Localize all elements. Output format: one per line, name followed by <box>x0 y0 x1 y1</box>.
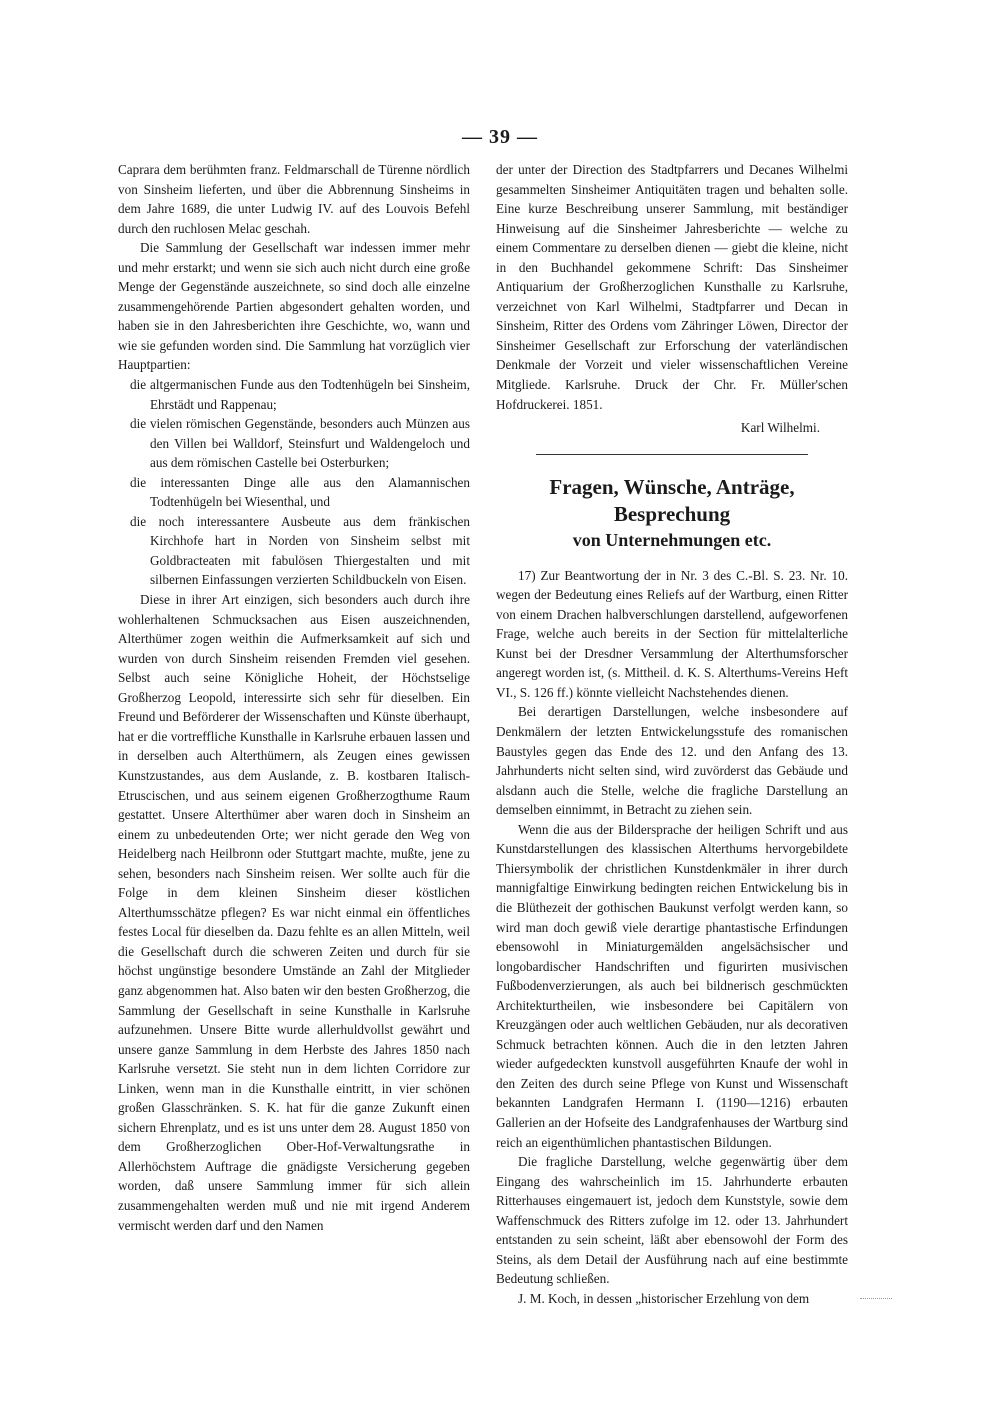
section-divider <box>536 454 808 455</box>
paragraph: Die Sammlung der Gesellschaft war indessen immer mehr und mehr erstarkt; und wenn sie sich auch nicht durch eine große Menge der Gegenstände auszeichnete, so sind doch alle einzelne zusammengehörende Partien abgesondert gehalten worden, und haben sie in den Jahresberichten ihre Geschichte, wo, wann und wie sie gefunden worden sind. Die Sammlung hat vorzüglich vier Hauptpartien: <box>118 240 470 373</box>
collection-list <box>118 375 470 590</box>
paragraph: Die fragliche Darstellung, welche gegenwärtig über dem Eingang des wahrscheinlich im 15. Jahrhunderte erbauten Ritterhauses eingemauert ist, jedoch dem Kunststyle, sowie dem Waffenschmuck des Ritters zufolge im 12. oder 13. Jahrhundert entstanden zu sein scheint, läßt aber ebensowohl der Form des Steins, als dem Detail der Ausführung nach auf eine bestimmte Bedeutung schließen. <box>496 1154 848 1287</box>
section-subheading: von Unternehmungen etc. <box>572 529 772 550</box>
print-mark <box>860 1298 892 1299</box>
list-item: die vielen römischen Gegenstände, besonders auch Münzen aus den Villen bei Walldorf, Steinsfurt und Waldengeloch und aus dem römischen Castelle bei Osterburken; <box>130 416 470 471</box>
paragraph: J. M. Koch, in dessen „historischer Erzehlung von dem <box>518 1290 810 1306</box>
paragraph: Wenn die aus der Bildersprache der heiligen Schrift und aus Kunstdarstellungen des klassischen Alterthums hervorgebildete Thiersymbolik der christlichen Kunstdenkmäler in ihrer durch mannigfaltige Einwirkung bedingten reichen Entwickelung bis in die Blüthezeit der gothischen Baukunst verfolgt werden kann, so wird man doch gewiß viele derartige phantastische Erfindungen ebensowohl in Miniaturgemälden angelsächsischer und longobardischer Handschriften und figurirten musivischen Fußbodenverzierungen, als auch bei bildnerisch geschmückten Architekturtheilen, wie insbesondere bei Capitälern von Kreuzgängen oder auch weltlichen Gebäuden, nur als decorativen Schmuck betrachten können. Auch die in den letzten Jahren wieder aufgedeckten kunstvoll ausgeführten Knaufe der wohl in den Zeiten des durch seine Pflege von Kunst und Wissenschaft bekannten Landgrafen Hermann I. (1190—1216) erbauten Gallerien an der Hofseite des Landgrafenhauses der Wartburg sind reich an eigenthümlichen phantastischen Bildungen. <box>496 821 848 1150</box>
paragraph: der unter der Direction des Stadtpfarrers und Decanes Wilhelmi gesammelten Sinsheimer Antiquitäten tragen und behalten solle. Eine kurze Beschreibung unserer Sammlung, mit beständiger Hinweisung auf die Sinsheimer Jahresberichte — welche zu einem Commentare zu derselben dienen — giebt die kleine, nicht in den Buchhandel gekommene Schrift: Das Sinsheimer Antiquarium der Großherzoglichen Kunsthalle zu Karlsruhe, verzeichnet von Karl Wilhelmi, Stadtpfarrer und Decan in Sinsheim, Ritter des Ordens vom Zähringer Löwen, Director der Sinsheimer Gesellschaft zur Erforschung der vaterländischen Denkmale der Vorzeit und vieler wissenschaftlichen Vereine Mitgliede. Karlsruhe. Druck der Chr. Fr. Müller'schen Hofdruckerei. 1851. <box>496 162 848 412</box>
paragraph: Caprara dem berühmten franz. Feldmarschall de Türenne nördlich von Sinsheim lieferten, und über die Abbrennung Sinsheims in dem Jahre 1689, die unter Ludwig IV. auf des Louvois Befehl durch den ruchlosen Melac geschah. <box>118 162 470 236</box>
list-item: die altgermanischen Funde aus den Todtenhügeln bei Sinsheim, Ehrstädt und Rappenau; <box>130 377 470 412</box>
signature: Karl Wilhelmi. <box>740 420 820 436</box>
list-item: die interessanten Dinge alle aus den Alamannischen Todtenhügeln bei Wiesenthal, und <box>130 474 470 510</box>
right-column <box>496 160 848 1308</box>
left-column <box>118 160 470 1235</box>
paragraph: 17) Zur Beantwortung der in Nr. 3 des C.-Bl. S. 23. Nr. 10. wegen der Bedeutung eines Reliefs auf der Wartburg, einen Ritter von einem Drachen halbverschlungen darstellend, aufgeworfenen Frage, welche auch bereits in der Section für mittelalterliche Kunst bei der Dresdner Versammlung der Alterthumsforscher angeregt worden ist, (s. Mittheil. d. K. S. Alterthums-Vereins Heft VI., S. 126 ff.) könnte vielleicht Nachstehendes dienen. <box>496 567 848 700</box>
section-heading: Fragen, Wünsche, Anträge, Besprechung <box>549 474 795 526</box>
page-number: — 39 — <box>462 126 538 148</box>
list-item: die noch interessantere Ausbeute aus dem fränkischen Kirchhofe hart in Norden von Sinsheim selbst mit Goldbracteaten mit fabulösen Thiergestalten und mit silbernen Einfassungen verzierten Schildbuckeln von Eisen. <box>130 513 470 588</box>
paragraph: Diese in ihrer Art einzigen, sich besonders auch durch ihre wohlerhaltenen Schmucksachen aus Eisen auszeichnenden, Alterthümer zogen weithin die Aufmerksamkeit auf sich und wurden von durch Sinsheim reisenden Fremden viel gesehen. Selbst auch seine Königliche Hoheit, der Höchstselige Großherzog Leopold, interessirte sich sehr für dieselben. Ein Freund und Beförderer der Wissenschaften und Künste überhaupt, hat er die vortreffliche Kunsthalle in Karlsruhe erbauen lassen und in derselben auch Alterthümern, als Zeugen eines gewissen Kunstzustandes, aus dem Auslande, z. B. kostbaren Italisch-Etruscischen, und aus seinem eigenen Großherzogthume Raum gestattet. Unsere Alterthümer aber waren doch in Sinsheim an einem zu unbedeutenden Orte; wer nicht gerade den Weg von Heidelberg nach Heilbronn oder Stuttgart machte, mußte, jene zu sehen, besonders nach Sinsheim reisen. Wer sollte auch für die Folge in dem kleinen Sinsheim dieser köstlichen Alterthumsschätze pflegen? Es war nicht einmal ein öffentliches festes Local für dieselben da. Dazu fehlte es an allen Mitteln, weil die Gesellschaft durch die schweren Zeiten und durch für sie höchst ungünstige besondere Umstände an Zahl der Mitglieder ganz abgenommen hat. Also baten wir den besten Großherzog, die Sammlung der Gesellschaft in seine Kunsthalle in Karlsruhe aufzunehmen. Unsere Bitte wurde allerhuldvollst gewährt und unsere ganze Sammlung in dem Herbste des Jahres 1850 nach Karlsruhe versetzt. Sie steht nun in dem lichten Corridore zur Linken, wenn man in die Kunsthalle eintritt, in vier schönen großen Glasschränken. S. K. hat für die ganze Zukunft einen sichern Ehrenplatz, und es ist uns unter dem 28. August 1850 von dem Großherzoglichen Ober-Hof-Verwaltungsrathe in Allerhöchstem Auftrage die gnädigste Versicherung gegeben worden, daß unsere Sammlung immer für sich allein zusammengehalten werden muß und nie mit irgend Anderem vermischt werden darf und den Namen <box>118 592 470 1233</box>
paragraph: Bei derartigen Darstellungen, welche insbesondere auf Denkmälern der letzten Entwickelungsstufe des romanischen Baustyles gegen das Ende des 12. und den Anfang des 13. Jahrhunderts nicht selten sind, wird zuvörderst das Gebäude und alsdann auch die Stelle, welche die fragliche Darstellung an demselben einnimmt, in Betracht zu ziehen sein. <box>496 704 848 818</box>
